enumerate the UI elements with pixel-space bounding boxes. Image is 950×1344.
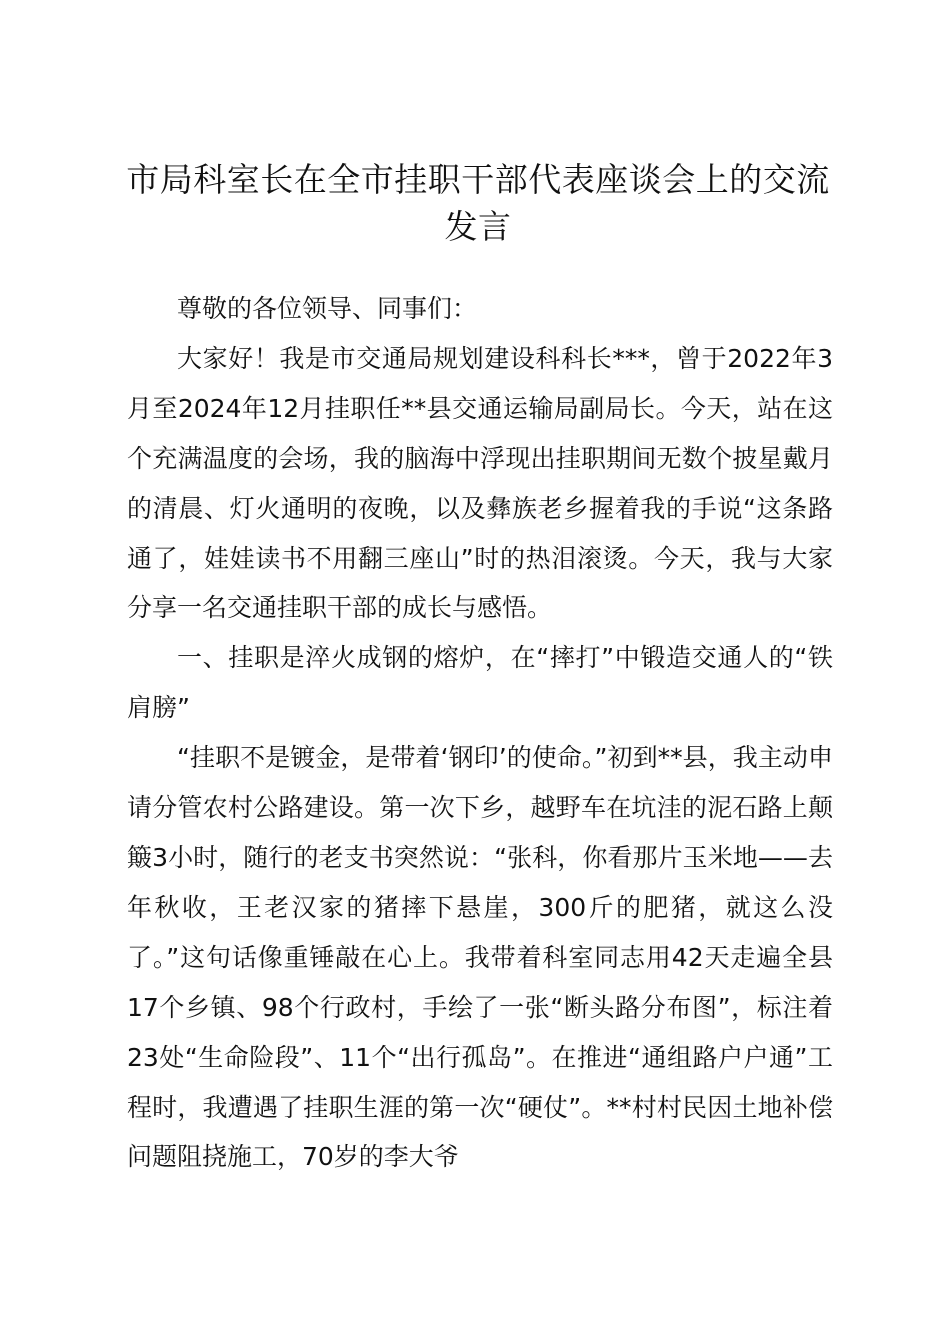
body-paragraph: “挂职不是镀金，是带着‘钢印’的使命。”初到**县，我主动申请分管农村公路建设。第一次下乡，越野车在坑洼的泥石路上颠簸3小时，随行的老支书突然说：“张科，你看那片玉米地——去年秋收，王老汉家的猪摔下悬崖，300斤的肥猪，就这么没了。”这句话像重锤敲在心上。我带着科室同志用42天走遍全县17个乡镇、98个行政村，手绘了一张“断头路分布图”，标注着23处“生命险段”、11个“出行孤岛”。在推进“通组路户户通”工程时，我遭遇了挂职生涯的第一次“硬仗”。**村村民因土地补偿问题阻挠施工，70岁的李大爷	[127, 743, 833, 1172]
intro-paragraph: 大家好！我是市交通局规划建设科科长***，曾于2022年3月至2024年12月挂职任**县交通运输局副局长。今天，站在这个充满温度的会场，我的脑海中浮现出挂职期间无数个披星戴月的清晨、灯火通明的夜晚，以及彝族老乡握着我的手说“这条路通了，娃娃读书不用翻三座山”时的热泪滚烫。今天，我与大家分享一名交通挂职干部的成长与感悟。	[127, 343, 833, 623]
document-title: 市局科室长在全市挂职干部代表座谈会上的交流发言	[126, 160, 830, 246]
document-body	[127, 284, 833, 1182]
section-heading-1: 一、挂职是淬火成钢的熔炉，在“摔打”中锻造交通人的“铁肩膀”	[127, 643, 833, 723]
salutation-paragraph: 尊敬的各位领导、同事们：	[177, 294, 478, 323]
